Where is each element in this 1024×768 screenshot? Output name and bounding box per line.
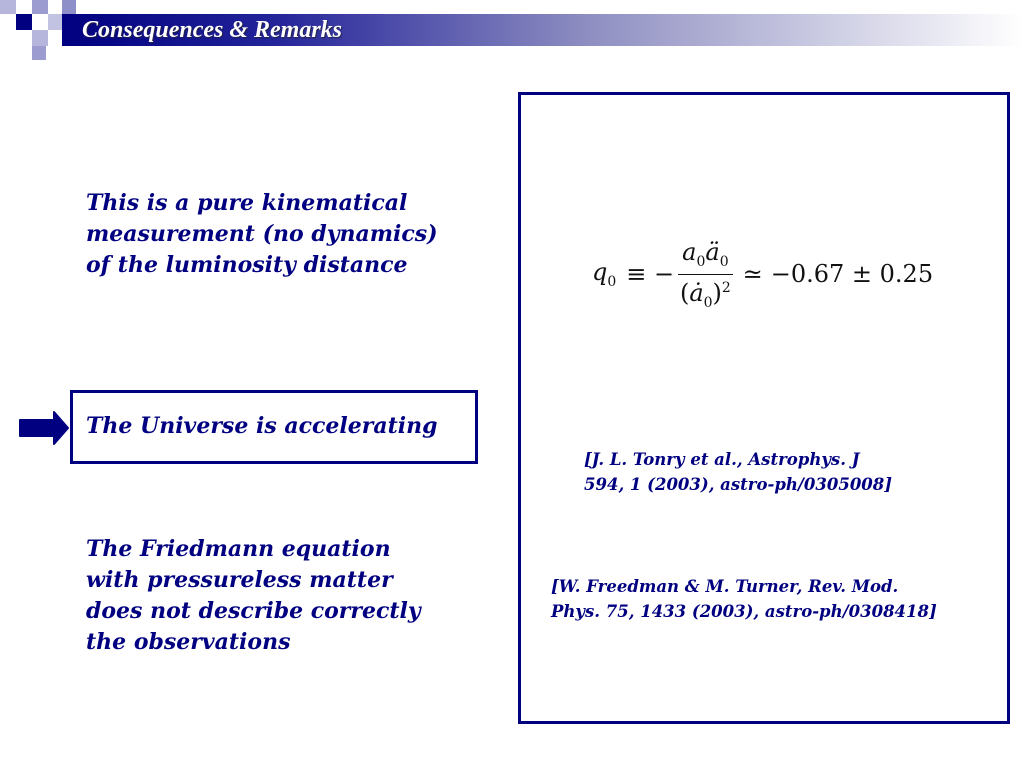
kinematic-text xyxy=(86,188,438,281)
freedman-reference xyxy=(551,574,937,624)
reference-line: [W. Freedman & M. Turner, Rev. Mod. xyxy=(551,577,899,596)
deco-square xyxy=(62,0,76,14)
formula-denominator: $(ȧ_0)^2$ xyxy=(679,278,731,311)
formula-q: $q_0$ xyxy=(592,258,617,291)
deceleration-formula xyxy=(592,238,933,311)
friedmann-line: does not describe correctly xyxy=(86,598,421,624)
friedmann-text xyxy=(86,534,421,658)
friedmann-line: the observations xyxy=(86,629,291,655)
kinematic-line: This is a pure kinematical xyxy=(86,190,408,216)
formula-equiv: ≡ − xyxy=(626,260,675,289)
accelerating-text: The Universe is accelerating xyxy=(86,413,438,439)
formula-approx: ≃ xyxy=(742,260,763,289)
reference-line: Phys. 75, 1433 (2003), astro-ph/0308418] xyxy=(551,602,937,621)
formula-value: −0.67 ± 0.25 xyxy=(770,260,934,289)
right-arrow-icon xyxy=(18,410,70,446)
deco-square xyxy=(16,14,32,30)
kinematic-line: measurement (no dynamics) xyxy=(86,221,438,247)
reference-line: [J. L. Tonry et al., Astrophys. J xyxy=(584,450,860,469)
tonry-reference xyxy=(584,447,892,497)
formula-fraction xyxy=(678,238,732,311)
deco-square xyxy=(32,0,48,14)
deco-square xyxy=(0,0,16,14)
friedmann-line: The Friedmann equation xyxy=(86,536,391,562)
deco-square xyxy=(48,14,62,30)
formula-frame xyxy=(518,92,1010,724)
friedmann-line: with pressureless matter xyxy=(86,567,393,593)
deco-square xyxy=(32,46,46,60)
slide-title: Consequences & Remarks xyxy=(82,17,343,43)
formula-numerator: $a_0ä_0$ xyxy=(678,238,732,275)
deco-square xyxy=(32,30,48,46)
kinematic-line: of the luminosity distance xyxy=(86,252,408,278)
reference-line: 594, 1 (2003), astro-ph/0305008] xyxy=(584,475,893,494)
